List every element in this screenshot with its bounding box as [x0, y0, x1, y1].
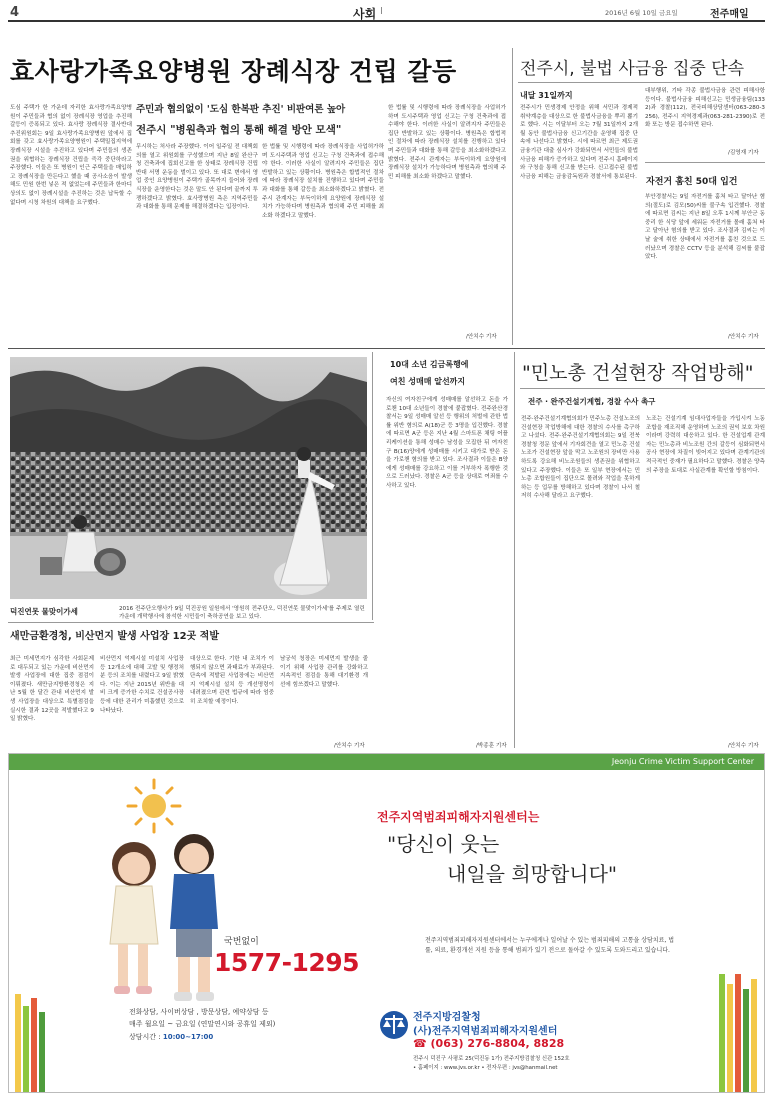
ad-top-bar: [9, 754, 765, 770]
byline: /박종훈 기자: [476, 743, 507, 749]
byline: /안치수 기자: [728, 743, 759, 749]
services-line: 전화상담, 사이버상담 , 방문상담, 예약상담 등: [129, 1008, 269, 1016]
center-description: 전주지역범죄피해자지원센터에서는 누구에게나 일어날 수 있는 범죄피해의 고통을 상담치료, 법률, 의료, 환경개선 지원 등을 통해 범죄가 있기 전으로 돌아갈 수 있도록 도와드리고 있습니다.: [425, 937, 675, 954]
center-title: 전주지역범죄피해자지원센터는: [377, 810, 540, 824]
hotline-number[interactable]: 1577-1295: [214, 948, 360, 977]
body-column-1: 전주·완주건설기계협의회가 민주노총 건설노조의 건설현장 작업방해에 대한 경찰의 수사를 촉구하고 나섰다. 전주·완주건설기계협의회는 9일 전북경찰청 정문 앞에서 기자회견을 열고 민노총 건설노조가 건설현장 앞을 막고 노조원의 장비만 사용하도록 강요해 비노조원들의 생존권을 위협하고 있다고 주장했다. 이들은 또 일부 현장에서는 민노총 조합원들이 집단으로 몰려와 작업을 못하게 하는 등 업무를 방해하고 있다며 경찰이 나서 철저히 수사해 달라고 요구했다.: [521, 416, 640, 500]
body-column-3: 대상으로 한다. 기한 내 조치가 이행되지 않으면 과태료가 부과된다. 단속에 적발된 사업장에는 비산먼지 억제시설 설치 등 개선명령이 내려졌으며 관련 법규에 따라 엄중히 조치할 예정이다.: [190, 656, 274, 705]
festival-photo-image: [10, 357, 367, 599]
time-line: [129, 1030, 334, 1044]
body-column-4: 남궁석 청장은 미세먼지 발생을 줄이기 위해 사업장 관리를 강화하고 지속적인 점검을 통해 대기환경 개선에 힘쓰겠다고 말했다.: [280, 656, 368, 688]
paper-name: 전주매일: [710, 9, 749, 20]
festival-photo: [10, 357, 367, 599]
hotline-label: 국번없이: [224, 937, 259, 947]
section-rule: [8, 348, 765, 349]
body: 부안경찰서는 9일 자전거를 훔쳐 타고 달아난 혐의(절도)로 김모(50)씨를 불구속 입건했다. 경찰에 따르면 김씨는 지난 8일 오후 1시께 부안군 동중리 한 식당 앞에 세워둔 자전거를 몰래 훔쳐 타고 달아난 혐의를 받고 있다. 조사결과 김씨는 이날 술에 취한 상태에서 자전거를 훔친 것으로 드러났으며 경찰은 CCTV 등을 분석해 김씨를 붙잡았다.: [645, 194, 765, 261]
column-rule: [514, 352, 515, 748]
byline: /안치수 기자: [466, 334, 497, 340]
body-column-2: 비산먼지 억제시설 미설치 사업장 등 12개소에 대해 고발 및 행정처분 등의 조치를 내렸다고 9일 밝혔다. 이는 지난 2015년 위반율 대비 크게 증가한 수치로 건설공사장 등에 대한 관리가 미흡했던 것으로 나타났다.: [100, 656, 184, 714]
ad-english-title: Jeonju Crime Victim Support Center: [611, 757, 754, 766]
time-label: 상담시간 :: [129, 1033, 163, 1041]
subhead-2: 전주시 "병원측과 협의 통해 해결 방안 모색": [136, 124, 342, 136]
org-center: (사)전주지역범죄피해자지원센터: [413, 1026, 558, 1037]
column-rule: [372, 352, 373, 620]
subhead: 여친 성매매 알선까지: [390, 377, 466, 386]
headline: 새만금환경청, 비산먼지 발생 사업장 12곳 적발: [10, 631, 220, 642]
body-column-3: 한 법률 및 시행령에 따라 장례식장을 사업허가하며 도시주택과 영업 신고는 구청 건축과에 접수해야 한다. 이러한 사실이 알려지자 주민들은 집단 반발하고 있는 상황이다. 병원측은 합법적인 절차에 따라 장례식장 설치를 진행하고 있다며 주민들과 대화를 통해 갈등을 최소화하겠다고 밝혔다. 전주시 관계자는 부득이하게 요양원에 장례식장 설치가 가능하다며 병원측과 협의해 주민 피해를 최소화 하겠다고 말했다.: [262, 144, 384, 219]
section-name: 사회: [353, 7, 377, 21]
org-web: • 홈페이지 : www.jvs.or.kr • 전자우편 : jvs@hanmail.net: [413, 1065, 558, 1071]
body-column-1: 전주시가 민생경제 안정을 위해 서민과 경제적 취약계층을 대상으로 한 불법사금융을 뿌리 뽑기로 했다. 시는 이달부터 오는 7월 31일까지 2개월 동안 불법사금융 신고기간을 운영해 집중 단속에 나선다고 밝혔다. 시에 따르면 최근 제도권 금융기관 대출 심사가 강화되면서 서민들의 불법사금융 피해가 증가하고 있다며 전주시 홈페이지와 구청을 통해 신고를 받는다. 신고접수된 불법사금융 피해는 금융감독원과 경찰서에 통보된다.: [520, 105, 638, 180]
headline-rule: [520, 388, 765, 389]
subhead-1: 주민과 협의없이 '도심 한복판 추진' 비판여론 높아: [136, 104, 346, 115]
body-column-2: 무시하는 처사라 주장했다. 이어 일주일 전 대책회의를 열고 위원회를 구성했으며 지난 8일 완산구청 건축과에 집회신고를 한 상태로 장례식장 건립 반대 서명 운동을 벌이고 있다. 또 대로 변에서 영업 중인 요양병원이 주택가 골목까지 들어와 장례식장을 운영한다는 것은 말도 안 된다며 끝까지 투쟁하겠다고 밝혔다. 효사랑병원 측은 지역주민들과 대화를 통해 문제를 해결하겠다는 입장이다.: [136, 144, 258, 211]
body-column-2: 대부행위, 기타 각종 불법사금융 관련 피해사항 등이다. 불법사금융 피해신고는 민생금융팀(1332)과 경찰(112), 전국피해상담센터(063-280-3256), 전주시 지역경제과(063-281-2390)로 전화 또는 방문 접수하면 된다.: [645, 88, 765, 129]
slogan-line-2: 내일을 희망합니다": [447, 862, 618, 886]
service-info-box: [129, 1006, 334, 1058]
decorative-stripes-left: [9, 994, 69, 1093]
headline: 10대 소년 김금록행에: [390, 360, 469, 369]
body-column-1: 도심 주택가 한 가운데 자리한 효사랑가족요양병원이 주민들과 협의 없이 장례식장 영업을 추진해 갈등이 증폭되고 있다. 효사랑 장례식장 결사반대 추진위원회는 9일 효사랑가족요양병원 앞에서 집회를 갖고 효사랑가족요양병원이 주택밀집지역에 장례식장 시설을 추진하고 있다며 주민들의 생존권을 위협하는 장례식장 건립을 즉각 중단하라고 주장했다. 이들은 또 병원이 인근 주택들을 매입하고 장례식장을 만든다고 했을 때 공사소음이 발생해도 민원 한번 넣은 적 없었는데 주민들과 한마디 상의도 없이 장례시설을 추진하는 것은 납득할 수 없다며 시청 차원의 대책을 요구했다.: [10, 105, 132, 206]
body-column-2: 노조는 건설기계 임대사업자들을 가입시켜 노동조합을 재조직해 운영하며 노조의 권익 보호 차원이라며 강력히 대응하고 있다. 한 건설업계 관계자는 민노총과 비노조원 간의 갈등이 심화되면서 공사 현장에 차질이 빚어지고 있다며 관계기관의 적극적인 중재가 필요하다고 말했다. 경찰은 양측의 주장을 토대로 사실관계를 확인할 방침이다.: [646, 416, 765, 474]
column-rule: [512, 48, 513, 345]
headline: 효사랑가족요양병원 장례식장 건립 갈등: [10, 57, 457, 86]
slogan-line-1: "당신이 웃는: [387, 832, 500, 856]
body-column-4: 한 법률 및 시행령에 따라 장례식장을 사업허가하며 도시주택과 영업 신고는 구청 건축과에 접수해야 한다. 이러한 사실이 알려지자 주민들은 집단 반발하고 있는 상황이다. 병원측은 합법적인 절차에 따라 장례식장 설치를 진행하고 있다며 주민들과 대화를 통해 갈등을 최소화하겠다고 밝혔다. 전주시 관계자는 부득이하게 요양원에 장례식장 설치가 가능하다며 병원측과 협의해 주민 피해를 최소화 하겠다고 말했다.: [388, 105, 506, 180]
headline: "민노총 건설현장 작업방해": [522, 362, 754, 384]
hours-line: 매주 월요일 ~ 금요일 (연말연시와 공휴일 제외): [129, 1020, 276, 1028]
body: 자신의 여자친구에게 성매매를 알선하고 돈을 가로챈 10대 소년들이 경찰에 붙잡혔다. 전주완산경찰서는 9일 성매매 알선 등 행위의 처벌에 관한 법률 위반 혐의로 A(18)군 등 3명을 입건했다. 경찰에 따르면 A군 등은 지난 4월 스마트폰 채팅 어플리케이션을 통해 성매수 남성을 모집한 뒤 여자친구 B(16)양에게 성매매를 시키고 대가로 받은 돈을 가로챈 혐의를 받고 있다. 조사결과 이들은 B양에게 성매매를 강요하고 이를 거부하자 폭행한 것으로 드러났다. 경찰은 A군 등을 상대로 여죄를 수사하고 있다.: [386, 397, 508, 489]
decorative-stripes: [709, 974, 765, 1093]
org-address: 전주시 덕진구 사평로 25(덕진동 1가) 전주지방검찰청 신관 152호: [413, 1056, 570, 1062]
header-rule: [8, 20, 765, 22]
photo-caption: 2016 전주단오행사가 9일 덕진공원 일원에서 '영원히 전주단오, 덕진연못 물맞이가세'를 주제로 열린 가운데 개막행사에 참석한 시민들이 축하공연을 보고 있다.: [119, 606, 365, 621]
photo-title: 덕진연못 물맞이가세: [10, 607, 78, 616]
scales-of-justice-icon: [379, 1008, 409, 1042]
body-column-1: 최근 미세먼지가 심각한 사회문제로 대두되고 있는 가운데 비산먼지 발생 사업장에 대한 집중 점검이 이뤄졌다. 새만금지방환경청은 지난 5월 한 달간 관내 비산먼지 발생 사업장을 대상으로 특별점검을 실시한 결과 12곳을 적발했다고 9일 밝혔다.: [10, 656, 94, 723]
children-illustration: [94, 824, 244, 1014]
headline: 자전거 훔친 50대 입건: [646, 177, 738, 187]
byline: /안치수 기자: [334, 743, 365, 749]
headline-rule: [518, 82, 765, 83]
headline: 전주시, 불법 사금융 집중 단속: [520, 59, 745, 79]
org-prosecutor: 전주지방검찰청: [413, 1012, 481, 1023]
crime-victim-support-ad: [8, 753, 765, 1093]
section-mark: I: [380, 6, 383, 17]
byline: /김영재 기자: [728, 150, 759, 156]
issue-date: 2016년 6월 10일 금요일: [605, 9, 678, 17]
section-rule: [8, 622, 374, 623]
subhead: 전주 · 완주건설기계협, 경찰 수사 촉구: [528, 397, 656, 406]
time-value: 10:00~17:00: [162, 1033, 214, 1041]
byline: /안치수 기자: [728, 334, 759, 340]
page-number: 4: [10, 5, 20, 20]
subhead: 내달 31일까지: [520, 91, 573, 100]
org-phone[interactable]: ☎ (063) 276-8804, 8828: [413, 1037, 565, 1050]
